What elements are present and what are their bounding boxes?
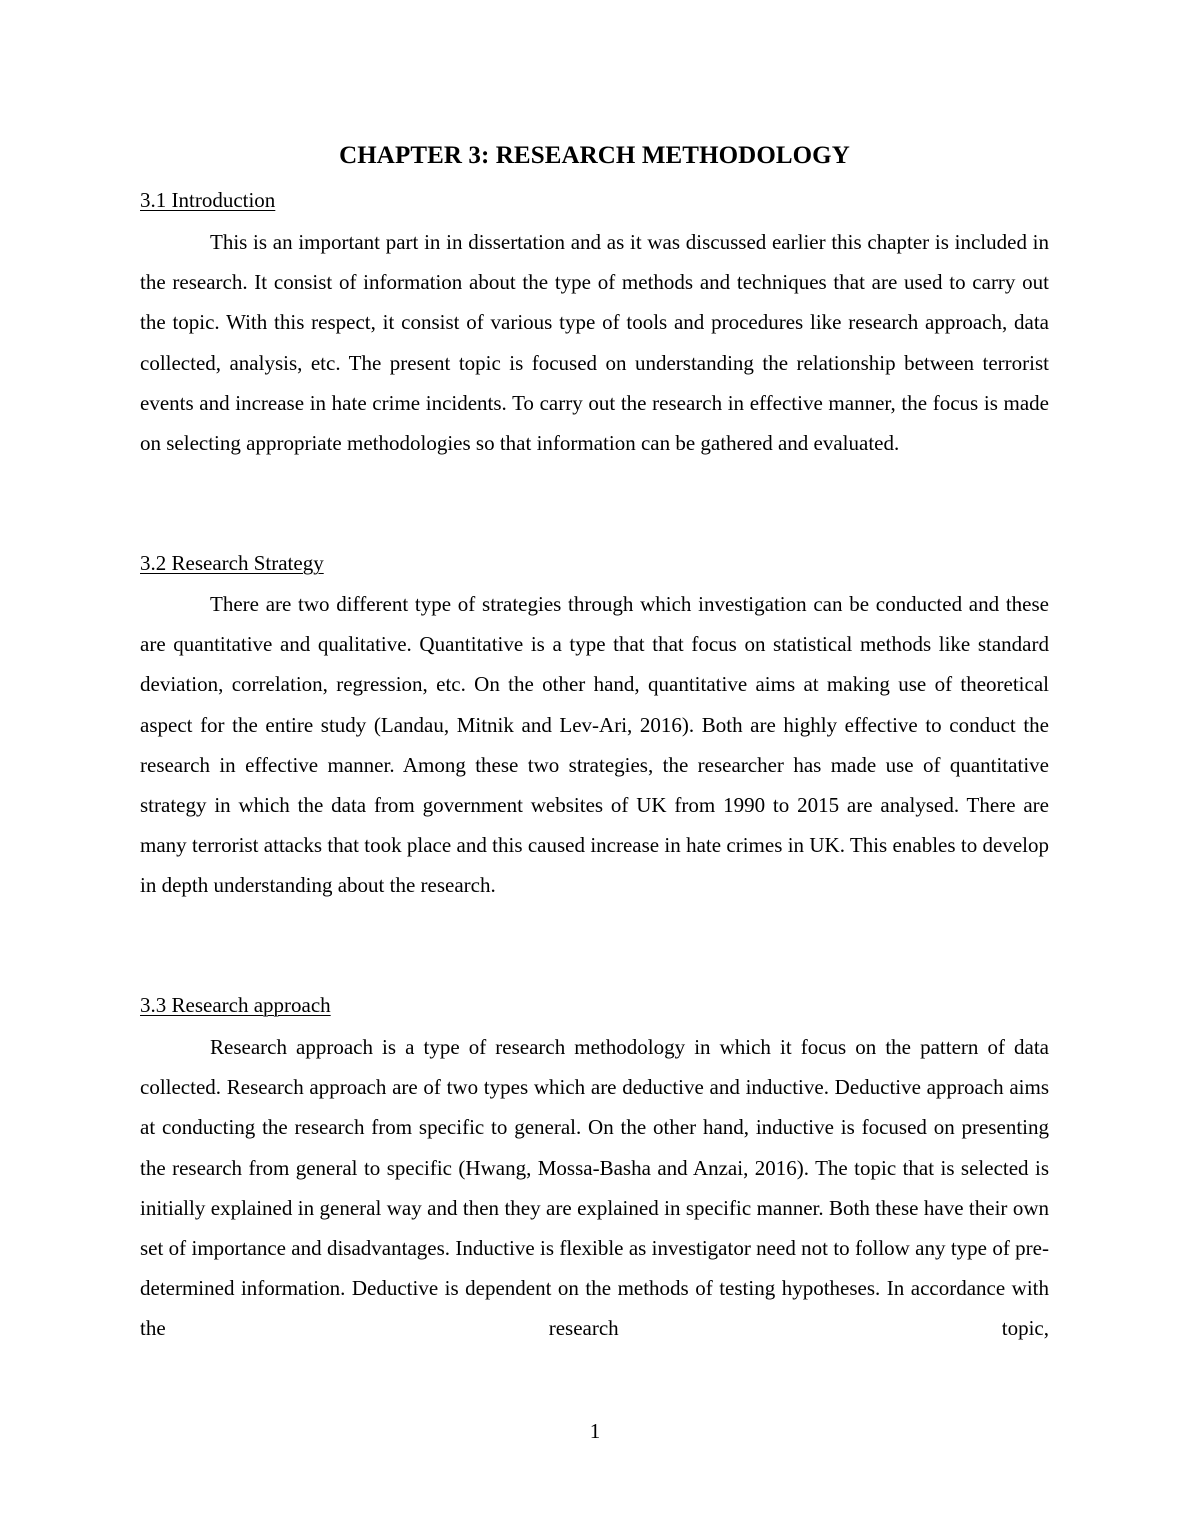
chapter-title: CHAPTER 3: RESEARCH METHODOLOGY <box>339 142 850 169</box>
section-paragraph-research-approach: Research approach is a type of research methodology in which it focus on the pattern of data collected. Research approach are of two types which are deductive and inductive. Deductive approach aims at conducting the research from specific to general. On the other hand, inductive is focused on presenting the research from general to specific (Hwang, Mossa-Basha and Anzai, 2016). The topic that is selected is initially explained in general way and then they are explained in specific manner. Both these have their own set of importance and disadvantages. Inductive is flexible as investigator need not to follow any type of pre-determined information. Deductive is dependent on the methods of testing hypotheses. In accordance with the research topic, <box>140 1035 1049 1341</box>
section-heading-research-strategy: 3.2 Research Strategy <box>140 551 324 575</box>
page-number: 1 <box>589 1419 601 1443</box>
section-heading-research-approach: 3.3 Research approach <box>140 993 331 1017</box>
section-heading-introduction: 3.1 Introduction <box>140 188 276 212</box>
section-paragraph-introduction: This is an important part in in dissertation and as it was discussed earlier this chapter is included in the research. It consist of information about the type of methods and techniques that are used to carry out the topic. With this respect, it consist of various type of tools and procedures like research approach, data collected, analysis, etc. The present topic is focused on understanding the relationship between terrorist events and increase in hate crime incidents. To carry out the research in effective manner, the focus is made on selecting appropriate methodologies so that information can be gathered and evaluated. <box>140 230 1049 456</box>
section-paragraph-research-strategy: There are two different type of strategies through which investigation can be conducted and these are quantitative and qualitative. Quantitative is a type that that focus on statistical methods like standard deviation, correlation, regression, etc. On the other hand, quantitative aims at making use of theoretical aspect for the entire study (Landau, Mitnik and Lev-Ari, 2016). Both are highly effective to conduct the research in effective manner. Among these two strategies, the researcher has made use of quantitative strategy in which the data from government websites of UK from 1990 to 2015 are analysed. There are many terrorist attacks that took place and this caused increase in hate crimes in UK. This enables to develop in depth understanding about the research. <box>140 592 1049 898</box>
